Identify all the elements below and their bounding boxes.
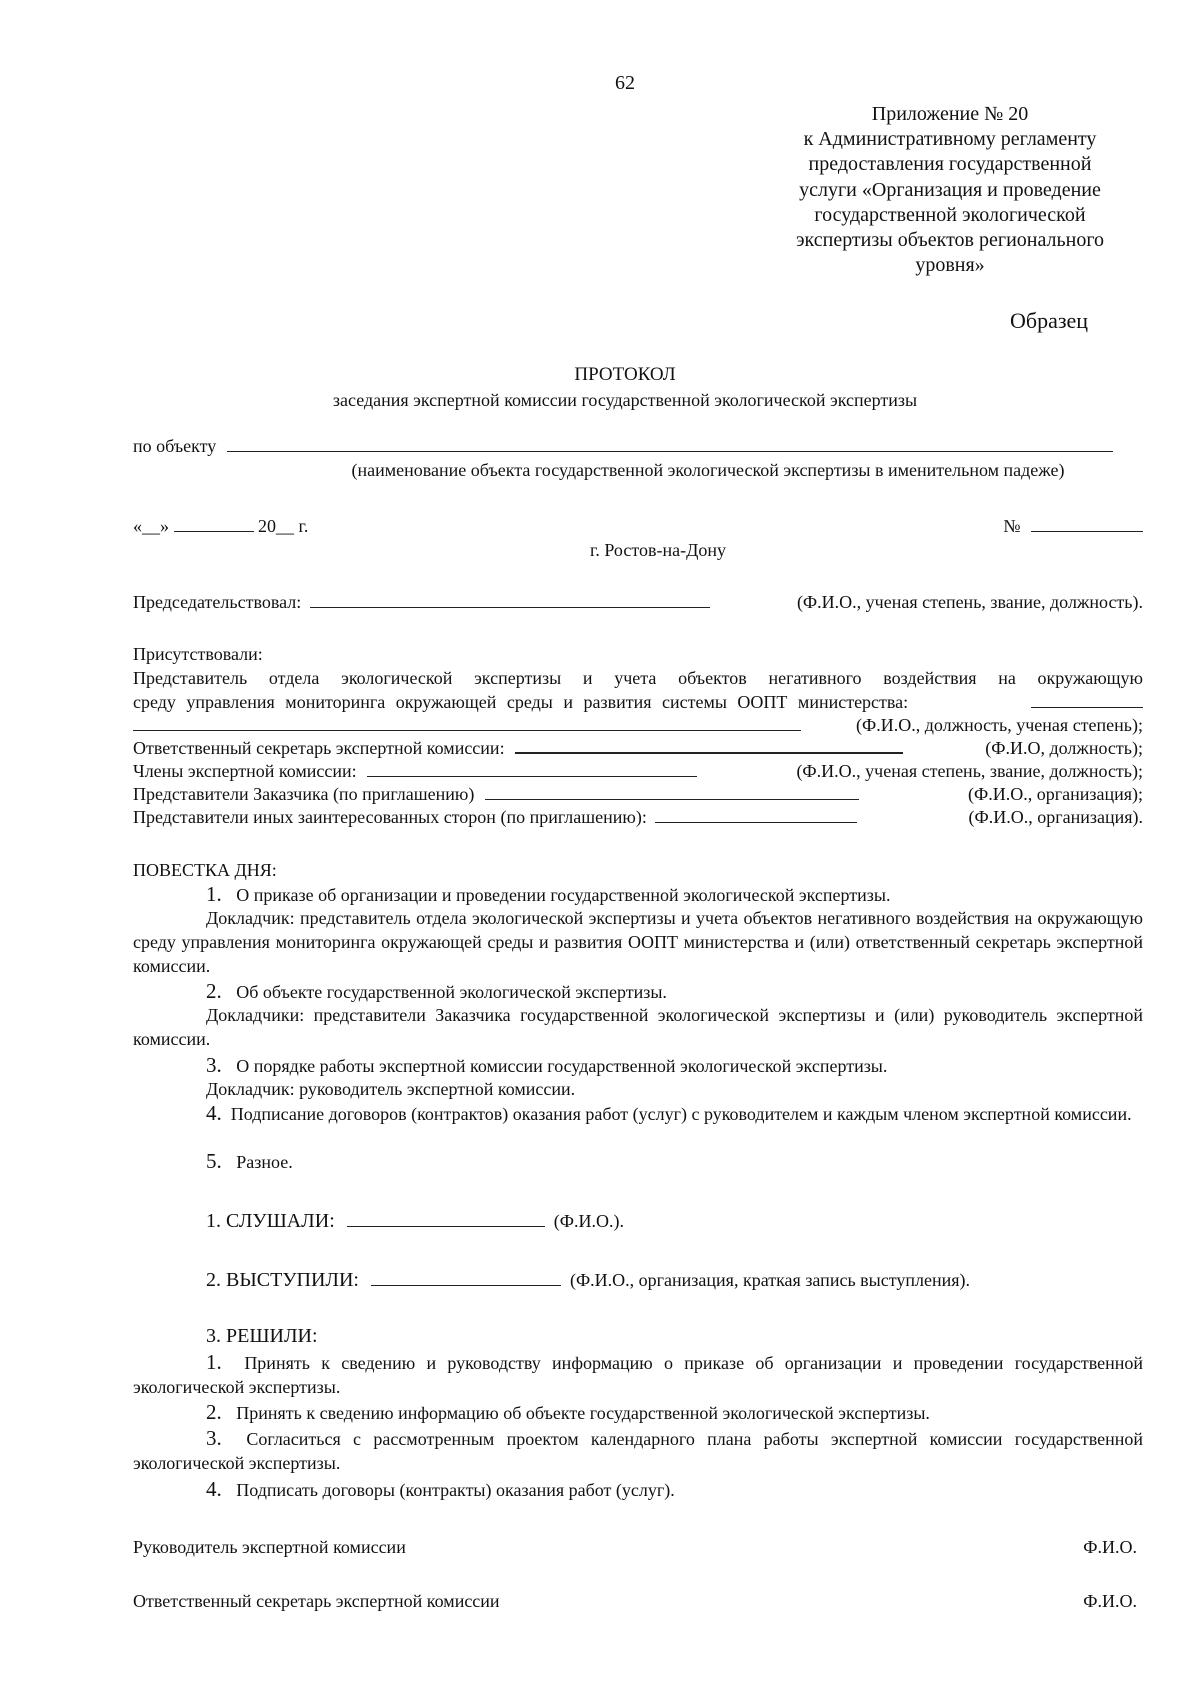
- rep-blank-2[interactable]: [133, 729, 801, 731]
- signature-name: Ф.И.О.: [1083, 1537, 1137, 1557]
- agenda-item-text: Об объекте государственной экологической экспертизы.: [236, 982, 667, 1002]
- signature-row-secretary: [133, 1589, 1143, 1613]
- members-hint: (Ф.И.О., ученая степень, звание, должность);: [796, 761, 1143, 781]
- decided-item-number: 1.: [206, 1350, 222, 1374]
- spoke-hint: (Ф.И.О., организация, краткая запись выступления).: [569, 1270, 971, 1290]
- appendix-line: к Административному регламенту: [803, 128, 1097, 151]
- agenda-heading: ПОВЕСТКА ДНЯ:: [133, 860, 277, 880]
- members-row: [133, 759, 1143, 783]
- appendix-header: [748, 102, 1152, 278]
- secretary-label: Ответственный секретарь экспертной комиссии:: [133, 738, 505, 758]
- decided-item-number: 4.: [206, 1477, 222, 1501]
- customer-blank[interactable]: [485, 798, 859, 800]
- document-subtitle: заседания экспертной комиссии государственной экологической экспертизы: [332, 390, 918, 410]
- rep-blank-1[interactable]: [1031, 706, 1143, 708]
- rep-hint: (Ф.И.О., должность, ученая степень);: [856, 715, 1143, 735]
- agenda-item-3: [133, 1053, 1143, 1078]
- agenda-item-2: [133, 979, 1143, 1004]
- signature-row-head: [133, 1535, 1143, 1559]
- agenda-item-4: [133, 1101, 1143, 1126]
- agenda-item-number: 5.: [206, 1149, 222, 1173]
- spoke-blank[interactable]: [371, 1284, 561, 1286]
- members-label: Члены экспертной комиссии:: [133, 761, 357, 781]
- agenda-item-number: 1.: [206, 882, 222, 906]
- agenda-item-text: Разное.: [236, 1152, 293, 1172]
- rep-line-2: среду управления мониторинга окружающей среды и развития системы ООПТ министерства:: [133, 692, 909, 712]
- customer-hint: (Ф.И.О., организация);: [968, 784, 1143, 804]
- appendix-line: Приложение № 20: [871, 103, 1029, 125]
- page-number: 62: [615, 72, 635, 94]
- spoke-row: [133, 1268, 1143, 1292]
- decided-item-text: Согласиться с рассмотренным проектом календарного плана работы экспертной комиссии государственной экологической экспертизы.: [133, 1429, 1143, 1473]
- date-year-blank[interactable]: __: [276, 516, 294, 536]
- agenda-speaker-2: Докладчики: представители Заказчика государственной экологической экспертизы и (или) руководитель экспертной комиссии.: [133, 1005, 1143, 1049]
- agenda-item-number: 2.: [206, 979, 222, 1003]
- customer-label: Представители Заказчика (по приглашению): [133, 784, 475, 804]
- number-blank[interactable]: [1031, 530, 1143, 532]
- chair-hint: (Ф.И.О., ученая степень, звание, должность).: [796, 592, 1143, 612]
- appendix-line: уровня»: [915, 254, 985, 277]
- object-label: по объекту: [133, 436, 217, 456]
- appendix-line: предоставления государственной: [808, 153, 1092, 176]
- spoke-label: 2. ВЫСТУПИЛИ:: [206, 1269, 359, 1291]
- chair-label: Председательствовал:: [133, 592, 302, 612]
- agenda-item-number: 3.: [206, 1053, 222, 1077]
- number-label: №: [1003, 516, 1021, 536]
- agenda-speaker-1: Докладчик: представитель отдела экологической экспертизы и учета объектов негативного воздействия на окружающую среду управления мониторинга окружающей среды и развития ООПТ министерства и (или) ответственный секретарь экспертной комиссии.: [133, 908, 1143, 976]
- chair-row: [133, 590, 1143, 614]
- decided-item-1: [133, 1350, 1143, 1399]
- rep-row-2: [133, 690, 1143, 714]
- agenda-item-text: О приказе об организации и проведении государственной экологической экспертизы.: [236, 885, 891, 905]
- date-row: [133, 514, 1143, 538]
- decided-item-2: [133, 1400, 1143, 1425]
- document-title: ПРОТОКОЛ: [574, 364, 676, 385]
- decided-item-number: 2.: [206, 1400, 222, 1424]
- agenda-item-number: 4.: [206, 1101, 222, 1125]
- decided-item-number: 3.: [206, 1426, 222, 1450]
- agenda-item-1: [133, 882, 1143, 907]
- listened-row: [133, 1209, 1143, 1233]
- others-hint: (Ф.И.О., организация).: [968, 807, 1143, 827]
- agenda-item-text: Подписание договоров (контрактов) оказания работ (услуг) с руководителем и каждым членом экспертной комиссии.: [230, 1104, 1132, 1124]
- listened-label: 1. СЛУШАЛИ:: [206, 1210, 335, 1232]
- rep-row-3: [133, 713, 1143, 737]
- object-hint: (наименование объекта государственной экологической экспертизы в именительном падеже): [351, 460, 1065, 480]
- others-row: [133, 805, 1143, 829]
- secretary-row: [133, 736, 1143, 760]
- secretary-blank[interactable]: [515, 751, 903, 754]
- chair-blank[interactable]: [310, 606, 710, 608]
- date-year-prefix: 20: [258, 516, 276, 536]
- present-heading: Присутствовали:: [133, 644, 263, 664]
- sample-label: Образец: [1010, 308, 1089, 333]
- signature-name: Ф.И.О.: [1083, 1591, 1137, 1611]
- signature-role: Ответственный секретарь экспертной комиссии: [133, 1591, 500, 1611]
- listened-blank[interactable]: [347, 1225, 545, 1227]
- appendix-line: государственной экологической: [814, 203, 1086, 226]
- decided-item-text: Принять к сведению информацию об объекте государственной экологической экспертизы.: [236, 1403, 930, 1423]
- signature-role: Руководитель экспертной комиссии: [133, 1537, 406, 1557]
- members-blank[interactable]: [367, 775, 697, 777]
- rep-line-1: Представитель отдела экологической экспертизы и учета объектов негативного воздействия на окружающую: [133, 668, 1143, 688]
- agenda-item-text: О порядке работы экспертной комиссии государственной экологической экспертизы.: [236, 1056, 888, 1076]
- decided-label-row: [133, 1324, 1143, 1348]
- decided-label: 3. РЕШИЛИ:: [206, 1325, 318, 1347]
- secretary-hint: (Ф.И.О, должность);: [985, 738, 1143, 758]
- date-day-blank[interactable]: __: [142, 516, 160, 536]
- listened-hint: (Ф.И.О.).: [553, 1211, 624, 1231]
- date-open-quote: «: [133, 516, 142, 536]
- others-blank[interactable]: [655, 821, 857, 823]
- object-blank[interactable]: [227, 450, 1113, 452]
- date-year-suffix: г.: [298, 516, 309, 536]
- city: г. Ростов-на-Дону: [589, 540, 726, 560]
- date-month-blank[interactable]: [174, 530, 254, 532]
- appendix-line: услуги «Организация и проведение: [799, 178, 1101, 201]
- date-close-quote: »: [160, 516, 169, 536]
- decided-item-4: [133, 1477, 1143, 1502]
- customer-row: [133, 782, 1143, 806]
- appendix-line: экспертизы объектов регионального: [795, 229, 1105, 252]
- others-label: Представители иных заинтересованных сторон (по приглашению):: [133, 807, 647, 827]
- decided-item-text: Принять к сведению и руководству информацию о приказе об организации и проведении государственной экологической экспертизы.: [133, 1353, 1143, 1397]
- object-row: [133, 434, 1143, 458]
- agenda-item-5: [133, 1149, 1143, 1174]
- decided-item-3: [133, 1426, 1143, 1475]
- decided-item-text: Подписать договоры (контракты) оказания работ (услуг).: [236, 1480, 675, 1500]
- agenda-speaker-3: Докладчик: руководитель экспертной комиссии.: [206, 1079, 576, 1099]
